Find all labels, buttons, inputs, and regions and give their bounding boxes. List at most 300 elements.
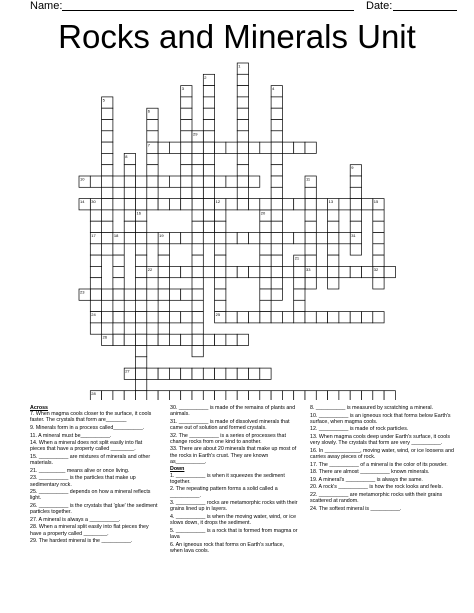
crossword-cell[interactable] xyxy=(282,199,293,210)
crossword-cell[interactable] xyxy=(260,312,271,323)
crossword-cell[interactable] xyxy=(147,391,158,400)
crossword-cell[interactable] xyxy=(113,289,124,300)
crossword-cell[interactable] xyxy=(102,120,113,131)
crossword-cell[interactable] xyxy=(203,131,214,142)
crossword-cell[interactable] xyxy=(305,312,316,323)
crossword-cell[interactable] xyxy=(350,199,361,210)
crossword-cell[interactable] xyxy=(260,199,271,210)
crossword-cell[interactable] xyxy=(169,199,180,210)
crossword-cell[interactable] xyxy=(136,266,147,277)
crossword-cell[interactable] xyxy=(136,255,147,266)
crossword-cell[interactable] xyxy=(192,312,203,323)
crossword-cell[interactable] xyxy=(226,199,237,210)
crossword-cell[interactable] xyxy=(181,199,192,210)
crossword-cell[interactable] xyxy=(169,176,180,187)
crossword-cell[interactable] xyxy=(181,153,192,164)
crossword-cell[interactable] xyxy=(136,244,147,255)
crossword-cell[interactable] xyxy=(328,391,339,400)
crossword-cell[interactable] xyxy=(339,266,350,277)
crossword-cell[interactable] xyxy=(282,391,293,400)
crossword-cell[interactable] xyxy=(249,368,260,379)
crossword-cell[interactable] xyxy=(192,233,203,244)
crossword-cell[interactable] xyxy=(339,199,350,210)
crossword-cell[interactable] xyxy=(169,391,180,400)
crossword-cell[interactable] xyxy=(203,334,214,345)
crossword-cell[interactable] xyxy=(271,278,282,289)
crossword-cell[interactable] xyxy=(271,142,282,153)
crossword-cell[interactable] xyxy=(260,278,271,289)
crossword-cell[interactable] xyxy=(215,244,226,255)
crossword-cell[interactable] xyxy=(192,244,203,255)
crossword-cell[interactable] xyxy=(90,221,101,232)
crossword-cell[interactable] xyxy=(192,153,203,164)
crossword-cell[interactable] xyxy=(350,391,361,400)
crossword-cell[interactable] xyxy=(203,266,214,277)
crossword-cell[interactable] xyxy=(271,312,282,323)
crossword-cell[interactable] xyxy=(147,131,158,142)
crossword-cell[interactable] xyxy=(350,210,361,221)
crossword-cell[interactable] xyxy=(350,244,361,255)
crossword-cell[interactable] xyxy=(362,391,373,400)
crossword-cell[interactable] xyxy=(181,233,192,244)
crossword-cell[interactable] xyxy=(147,233,158,244)
crossword-cell[interactable] xyxy=(158,368,169,379)
crossword-cell[interactable] xyxy=(169,334,180,345)
crossword-cell[interactable] xyxy=(192,323,203,334)
crossword-cell[interactable] xyxy=(271,176,282,187)
crossword-cell[interactable] xyxy=(102,221,113,232)
crossword-cell[interactable] xyxy=(226,368,237,379)
crossword-cell[interactable] xyxy=(136,379,147,390)
crossword-cell[interactable] xyxy=(271,289,282,300)
crossword-cell[interactable] xyxy=(373,210,384,221)
crossword-cell[interactable] xyxy=(237,312,248,323)
crossword-cell[interactable] xyxy=(305,187,316,198)
crossword-cell[interactable] xyxy=(328,278,339,289)
crossword-cell[interactable] xyxy=(316,391,327,400)
crossword-cell[interactable] xyxy=(147,187,158,198)
crossword-cell[interactable] xyxy=(271,266,282,277)
crossword-cell[interactable] xyxy=(147,199,158,210)
crossword-cell[interactable] xyxy=(271,391,282,400)
crossword-cell[interactable] xyxy=(90,176,101,187)
crossword-cell[interactable] xyxy=(226,334,237,345)
crossword-cell[interactable] xyxy=(316,199,327,210)
crossword-cell[interactable] xyxy=(124,176,135,187)
crossword-cell[interactable] xyxy=(147,289,158,300)
crossword-cell[interactable] xyxy=(350,176,361,187)
crossword-cell[interactable] xyxy=(147,334,158,345)
crossword-cell[interactable] xyxy=(373,255,384,266)
crossword-cell[interactable] xyxy=(136,391,147,400)
crossword-cell[interactable] xyxy=(102,108,113,119)
crossword-cell[interactable] xyxy=(249,233,260,244)
crossword-cell[interactable] xyxy=(169,233,180,244)
crossword-cell[interactable] xyxy=(328,244,339,255)
crossword-cell[interactable] xyxy=(328,266,339,277)
crossword-cell[interactable] xyxy=(294,266,305,277)
crossword-cell[interactable] xyxy=(90,210,101,221)
crossword-cell[interactable] xyxy=(113,323,124,334)
crossword-cell[interactable] xyxy=(192,199,203,210)
crossword-cell[interactable] xyxy=(260,300,271,311)
crossword-cell[interactable] xyxy=(124,312,135,323)
crossword-cell[interactable] xyxy=(136,312,147,323)
crossword-cell[interactable] xyxy=(203,368,214,379)
crossword-cell[interactable] xyxy=(136,289,147,300)
crossword-cell[interactable] xyxy=(102,312,113,323)
crossword-cell[interactable] xyxy=(124,289,135,300)
crossword-cell[interactable] xyxy=(384,266,395,277)
crossword-cell[interactable] xyxy=(169,368,180,379)
crossword-cell[interactable] xyxy=(181,131,192,142)
crossword-cell[interactable] xyxy=(203,233,214,244)
crossword-cell[interactable] xyxy=(249,266,260,277)
crossword-cell[interactable] xyxy=(181,334,192,345)
crossword-cell[interactable] xyxy=(124,210,135,221)
crossword-cell[interactable] xyxy=(271,120,282,131)
crossword-cell[interactable] xyxy=(305,391,316,400)
crossword-cell[interactable] xyxy=(181,312,192,323)
crossword-cell[interactable] xyxy=(237,368,248,379)
crossword-cell[interactable] xyxy=(339,391,350,400)
crossword-cell[interactable] xyxy=(158,312,169,323)
crossword-cell[interactable] xyxy=(113,278,124,289)
crossword-cell[interactable] xyxy=(271,255,282,266)
crossword-cell[interactable] xyxy=(90,289,101,300)
crossword-cell[interactable] xyxy=(158,255,169,266)
crossword-cell[interactable] xyxy=(147,120,158,131)
crossword-cell[interactable] xyxy=(237,108,248,119)
crossword-cell[interactable] xyxy=(147,368,158,379)
crossword-cell[interactable] xyxy=(102,153,113,164)
crossword-cell[interactable] xyxy=(294,199,305,210)
crossword-cell[interactable] xyxy=(192,187,203,198)
crossword-cell[interactable] xyxy=(136,199,147,210)
crossword-cell[interactable] xyxy=(271,187,282,198)
crossword-cell[interactable] xyxy=(282,142,293,153)
crossword-cell[interactable] xyxy=(113,255,124,266)
crossword-cell[interactable] xyxy=(147,165,158,176)
crossword-cell[interactable] xyxy=(305,210,316,221)
crossword-cell[interactable] xyxy=(373,312,384,323)
crossword-cell[interactable] xyxy=(169,289,180,300)
crossword-cell[interactable] xyxy=(192,176,203,187)
crossword-cell[interactable] xyxy=(192,266,203,277)
crossword-cell[interactable] xyxy=(147,176,158,187)
crossword-cell[interactable] xyxy=(226,312,237,323)
crossword-cell[interactable] xyxy=(102,131,113,142)
crossword-cell[interactable] xyxy=(373,221,384,232)
crossword-cell[interactable] xyxy=(305,255,316,266)
crossword-cell[interactable] xyxy=(339,312,350,323)
crossword-cell[interactable] xyxy=(260,142,271,153)
crossword-cell[interactable] xyxy=(328,210,339,221)
crossword-cell[interactable] xyxy=(158,323,169,334)
crossword-cell[interactable] xyxy=(362,312,373,323)
crossword-cell[interactable] xyxy=(147,153,158,164)
crossword-cell[interactable] xyxy=(181,108,192,119)
crossword-cell[interactable] xyxy=(215,266,226,277)
crossword-cell[interactable] xyxy=(158,278,169,289)
crossword-cell[interactable] xyxy=(147,312,158,323)
crossword-cell[interactable] xyxy=(215,221,226,232)
crossword-cell[interactable] xyxy=(203,391,214,400)
crossword-cell[interactable] xyxy=(102,165,113,176)
crossword-cell[interactable] xyxy=(113,244,124,255)
crossword-cell[interactable] xyxy=(226,266,237,277)
crossword-cell[interactable] xyxy=(136,278,147,289)
crossword-cell[interactable] xyxy=(226,233,237,244)
crossword-cell[interactable] xyxy=(316,312,327,323)
crossword-cell[interactable] xyxy=(113,300,124,311)
crossword-cell[interactable] xyxy=(192,221,203,232)
crossword-cell[interactable] xyxy=(158,142,169,153)
crossword-cell[interactable] xyxy=(203,210,214,221)
crossword-cell[interactable] xyxy=(203,187,214,198)
crossword-cell[interactable] xyxy=(260,391,271,400)
crossword-cell[interactable] xyxy=(102,289,113,300)
crossword-cell[interactable] xyxy=(169,312,180,323)
crossword-cell[interactable] xyxy=(124,221,135,232)
crossword-cell[interactable] xyxy=(226,142,237,153)
crossword-cell[interactable] xyxy=(215,289,226,300)
crossword-cell[interactable] xyxy=(203,199,214,210)
crossword-cell[interactable] xyxy=(102,233,113,244)
crossword-cell[interactable] xyxy=(203,153,214,164)
crossword-cell[interactable] xyxy=(192,300,203,311)
crossword-cell[interactable] xyxy=(237,176,248,187)
crossword-cell[interactable] xyxy=(350,312,361,323)
crossword-cell[interactable] xyxy=(203,86,214,97)
crossword-cell[interactable] xyxy=(305,142,316,153)
crossword-cell[interactable] xyxy=(136,233,147,244)
crossword-cell[interactable] xyxy=(181,391,192,400)
crossword-cell[interactable] xyxy=(124,334,135,345)
crossword-cell[interactable] xyxy=(237,74,248,85)
crossword-cell[interactable] xyxy=(181,165,192,176)
crossword-cell[interactable] xyxy=(249,176,260,187)
crossword-cell[interactable] xyxy=(294,142,305,153)
crossword-cell[interactable] xyxy=(215,142,226,153)
crossword-cell[interactable] xyxy=(271,199,282,210)
crossword-cell[interactable] xyxy=(192,289,203,300)
crossword-cell[interactable] xyxy=(226,176,237,187)
crossword-cell[interactable] xyxy=(249,199,260,210)
crossword-cell[interactable] xyxy=(294,391,305,400)
crossword-cell[interactable] xyxy=(237,120,248,131)
crossword-cell[interactable] xyxy=(294,233,305,244)
crossword-cell[interactable] xyxy=(192,210,203,221)
crossword-cell[interactable] xyxy=(203,120,214,131)
crossword-cell[interactable] xyxy=(328,233,339,244)
crossword-cell[interactable] xyxy=(192,391,203,400)
crossword-cell[interactable] xyxy=(102,391,113,400)
crossword-cell[interactable] xyxy=(158,300,169,311)
crossword-cell[interactable] xyxy=(237,86,248,97)
crossword-cell[interactable] xyxy=(373,244,384,255)
crossword-cell[interactable] xyxy=(158,266,169,277)
crossword-cell[interactable] xyxy=(192,165,203,176)
crossword-cell[interactable] xyxy=(169,142,180,153)
crossword-cell[interactable] xyxy=(350,221,361,232)
crossword-cell[interactable] xyxy=(90,255,101,266)
crossword-cell[interactable] xyxy=(136,357,147,368)
crossword-cell[interactable] xyxy=(192,255,203,266)
crossword-cell[interactable] xyxy=(136,221,147,232)
crossword-cell[interactable] xyxy=(90,244,101,255)
crossword-cell[interactable] xyxy=(362,266,373,277)
crossword-cell[interactable] xyxy=(237,233,248,244)
crossword-cell[interactable] xyxy=(90,323,101,334)
crossword-cell[interactable] xyxy=(373,233,384,244)
crossword-cell[interactable] xyxy=(373,278,384,289)
crossword-cell[interactable] xyxy=(158,289,169,300)
crossword-cell[interactable] xyxy=(271,210,282,221)
crossword-cell[interactable] xyxy=(271,221,282,232)
crossword-cell[interactable] xyxy=(113,334,124,345)
crossword-cell[interactable] xyxy=(124,391,135,400)
crossword-cell[interactable] xyxy=(158,244,169,255)
crossword-cell[interactable] xyxy=(203,176,214,187)
crossword-cell[interactable] xyxy=(158,176,169,187)
crossword-cell[interactable] xyxy=(305,199,316,210)
crossword-cell[interactable] xyxy=(192,368,203,379)
crossword-cell[interactable] xyxy=(237,391,248,400)
crossword-cell[interactable] xyxy=(271,153,282,164)
crossword-cell[interactable] xyxy=(249,142,260,153)
crossword-cell[interactable] xyxy=(316,233,327,244)
crossword-cell[interactable] xyxy=(305,278,316,289)
crossword-cell[interactable] xyxy=(158,199,169,210)
crossword-cell[interactable] xyxy=(124,187,135,198)
crossword-cell[interactable] xyxy=(203,108,214,119)
crossword-cell[interactable] xyxy=(260,289,271,300)
crossword-cell[interactable] xyxy=(362,199,373,210)
crossword-cell[interactable] xyxy=(237,97,248,108)
crossword-cell[interactable] xyxy=(113,312,124,323)
crossword-cell[interactable] xyxy=(282,266,293,277)
crossword-cell[interactable] xyxy=(102,187,113,198)
crossword-cell[interactable] xyxy=(102,199,113,210)
crossword-cell[interactable] xyxy=(271,233,282,244)
crossword-cell[interactable] xyxy=(215,391,226,400)
crossword-cell[interactable] xyxy=(215,334,226,345)
crossword-cell[interactable] xyxy=(384,391,395,400)
crossword-cell[interactable] xyxy=(305,221,316,232)
crossword-cell[interactable] xyxy=(181,368,192,379)
crossword-cell[interactable] xyxy=(102,176,113,187)
crossword-cell[interactable] xyxy=(124,199,135,210)
crossword-cell[interactable] xyxy=(294,312,305,323)
crossword-cell[interactable] xyxy=(203,221,214,232)
crossword-cell[interactable] xyxy=(215,176,226,187)
crossword-cell[interactable] xyxy=(237,153,248,164)
crossword-cell[interactable] xyxy=(305,244,316,255)
crossword-cell[interactable] xyxy=(136,176,147,187)
crossword-cell[interactable] xyxy=(339,233,350,244)
crossword-cell[interactable] xyxy=(192,334,203,345)
crossword-cell[interactable] xyxy=(102,142,113,153)
crossword-cell[interactable] xyxy=(181,289,192,300)
crossword-cell[interactable] xyxy=(192,346,203,357)
crossword-cell[interactable] xyxy=(350,266,361,277)
crossword-cell[interactable] xyxy=(113,391,124,400)
crossword-cell[interactable] xyxy=(271,165,282,176)
crossword-cell[interactable] xyxy=(181,97,192,108)
crossword-cell[interactable] xyxy=(192,278,203,289)
crossword-cell[interactable] xyxy=(282,233,293,244)
crossword-cell[interactable] xyxy=(294,300,305,311)
crossword-cell[interactable] xyxy=(215,278,226,289)
crossword-cell[interactable] xyxy=(328,312,339,323)
crossword-cell[interactable] xyxy=(181,176,192,187)
crossword-cell[interactable] xyxy=(282,312,293,323)
crossword-cell[interactable] xyxy=(271,131,282,142)
crossword-cell[interactable] xyxy=(158,334,169,345)
crossword-cell[interactable] xyxy=(237,131,248,142)
crossword-cell[interactable] xyxy=(169,266,180,277)
crossword-cell[interactable] xyxy=(113,176,124,187)
crossword-cell[interactable] xyxy=(203,165,214,176)
crossword-cell[interactable] xyxy=(350,187,361,198)
crossword-cell[interactable] xyxy=(305,233,316,244)
crossword-cell[interactable] xyxy=(271,108,282,119)
crossword-cell[interactable] xyxy=(90,278,101,289)
crossword-cell[interactable] xyxy=(124,233,135,244)
crossword-cell[interactable] xyxy=(237,165,248,176)
crossword-cell[interactable] xyxy=(249,391,260,400)
crossword-cell[interactable] xyxy=(124,165,135,176)
crossword-cell[interactable] xyxy=(215,368,226,379)
crossword-cell[interactable] xyxy=(215,210,226,221)
crossword-cell[interactable] xyxy=(136,334,147,345)
crossword-cell[interactable] xyxy=(373,391,384,400)
crossword-cell[interactable] xyxy=(237,266,248,277)
crossword-cell[interactable] xyxy=(136,323,147,334)
crossword-cell[interactable] xyxy=(136,300,147,311)
crossword-cell[interactable] xyxy=(260,233,271,244)
crossword-cell[interactable] xyxy=(237,199,248,210)
crossword-cell[interactable] xyxy=(102,244,113,255)
crossword-cell[interactable] xyxy=(181,187,192,198)
crossword-cell[interactable] xyxy=(260,244,271,255)
crossword-cell[interactable] xyxy=(203,142,214,153)
crossword-cell[interactable] xyxy=(271,97,282,108)
crossword-cell[interactable] xyxy=(237,334,248,345)
crossword-cell[interactable] xyxy=(271,244,282,255)
crossword-cell[interactable] xyxy=(294,289,305,300)
crossword-cell[interactable] xyxy=(113,266,124,277)
crossword-cell[interactable] xyxy=(260,255,271,266)
crossword-cell[interactable] xyxy=(328,255,339,266)
crossword-cell[interactable] xyxy=(226,391,237,400)
crossword-cell[interactable] xyxy=(181,266,192,277)
crossword-cell[interactable] xyxy=(260,368,271,379)
crossword-cell[interactable] xyxy=(90,266,101,277)
crossword-cell[interactable] xyxy=(260,266,271,277)
crossword-cell[interactable] xyxy=(215,233,226,244)
crossword-cell[interactable] xyxy=(316,266,327,277)
crossword-cell[interactable] xyxy=(192,142,203,153)
crossword-cell[interactable] xyxy=(249,312,260,323)
crossword-cell[interactable] xyxy=(215,255,226,266)
crossword-cell[interactable] xyxy=(215,300,226,311)
crossword-cell[interactable] xyxy=(237,142,248,153)
crossword-cell[interactable] xyxy=(136,368,147,379)
crossword-cell[interactable] xyxy=(294,278,305,289)
crossword-cell[interactable] xyxy=(158,391,169,400)
